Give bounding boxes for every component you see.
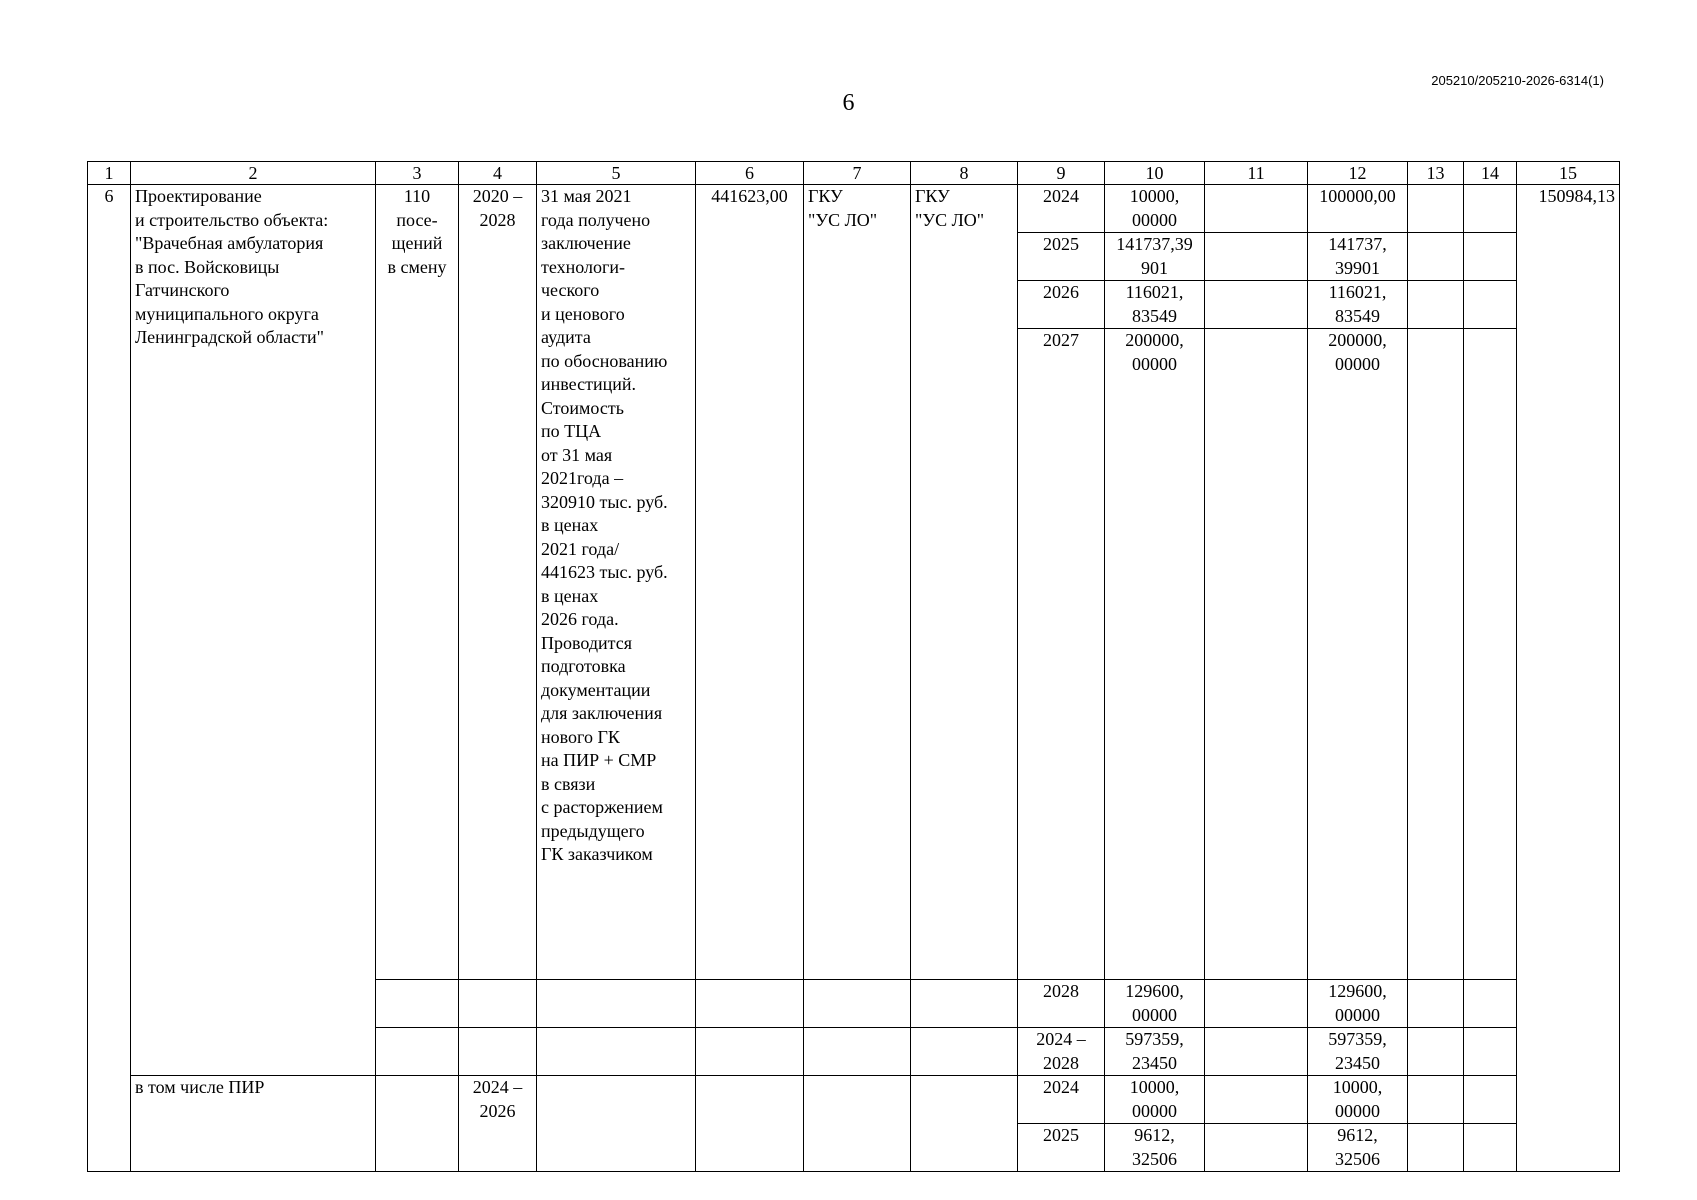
empty-cell xyxy=(1464,329,1517,980)
amount-cell: 116021, 83549 xyxy=(1308,281,1408,329)
column-number: 10 xyxy=(1105,162,1205,185)
year-cell: 2025 xyxy=(1018,233,1105,281)
pir-label: в том числе ПИР xyxy=(131,1076,376,1172)
year-cell: 2027 xyxy=(1018,329,1105,980)
empty-cell xyxy=(1205,980,1308,1028)
amount-cell: 141737,39 901 xyxy=(1105,233,1205,281)
empty-cell xyxy=(1464,1124,1517,1172)
amount-cell: 200000, 00000 xyxy=(1308,329,1408,980)
amount-cell: 129600, 00000 xyxy=(1308,980,1408,1028)
period: 2020 – 2028 xyxy=(459,185,537,980)
year-cell: 2028 xyxy=(1018,980,1105,1028)
year-cell: 2024 xyxy=(1018,185,1105,233)
amount-cell: 10000, 00000 xyxy=(1105,1076,1205,1124)
amount-cell: 9612, 32506 xyxy=(1105,1124,1205,1172)
column-number: 6 xyxy=(696,162,804,185)
empty-cell xyxy=(911,1028,1018,1076)
amount-cell: 10000, 00000 xyxy=(1308,1076,1408,1124)
empty-cell xyxy=(696,1028,804,1076)
empty-cell xyxy=(1408,185,1464,233)
page-number: 6 xyxy=(842,90,855,116)
empty-cell xyxy=(911,1076,1018,1172)
empty-cell xyxy=(1408,1028,1464,1076)
empty-cell xyxy=(1205,233,1308,281)
table-row xyxy=(88,1076,1620,1124)
empty-cell xyxy=(1205,185,1308,233)
column-number: 2 xyxy=(131,162,376,185)
empty-cell xyxy=(1464,233,1517,281)
customer: ГКУ "УС ЛО" xyxy=(804,185,911,980)
capacity: 110 посе- щений в смену xyxy=(376,185,459,980)
empty-cell xyxy=(1205,329,1308,980)
empty-cell xyxy=(537,980,696,1028)
amount-cell: 129600, 00000 xyxy=(1105,980,1205,1028)
amount-cell: 597359, 23450 xyxy=(1105,1028,1205,1076)
amount-cell: 100000,00 xyxy=(1308,185,1408,233)
column-number: 13 xyxy=(1408,162,1464,185)
column-number: 14 xyxy=(1464,162,1517,185)
column-number: 4 xyxy=(459,162,537,185)
column-number: 5 xyxy=(537,162,696,185)
total-cell: 150984,13 xyxy=(1517,185,1620,1172)
empty-cell xyxy=(1408,980,1464,1028)
empty-cell xyxy=(911,980,1018,1028)
empty-cell xyxy=(1408,1124,1464,1172)
pir-period: 2024 – 2026 xyxy=(459,1076,537,1172)
column-number: 3 xyxy=(376,162,459,185)
empty-cell xyxy=(537,1028,696,1076)
estimated-cost: 441623,00 xyxy=(696,185,804,980)
empty-cell xyxy=(1464,1028,1517,1076)
amount-cell: 141737, 39901 xyxy=(1308,233,1408,281)
empty-cell xyxy=(696,980,804,1028)
column-number: 7 xyxy=(804,162,911,185)
note: 31 мая 2021 года получено заключение технологи- ческого и ценового аудита по обоснованию инвестиций. Стоимость по ТЦА от 31 мая 2021года – 320910 тыс. руб. в ценах 2021 года/ 441623 тыс. руб. в ценах 2026 года. Проводится подготовка документации для заключения нового ГК на ПИР + СМР в связи с расторжением предыдущего ГК заказчиком xyxy=(537,185,696,980)
investment-table xyxy=(87,161,1620,1172)
empty-cell xyxy=(376,1076,459,1172)
developer: ГКУ "УС ЛО" xyxy=(911,185,1018,980)
amount-cell: 597359, 23450 xyxy=(1308,1028,1408,1076)
empty-cell xyxy=(1408,329,1464,980)
empty-cell xyxy=(1205,1124,1308,1172)
empty-cell xyxy=(1408,1076,1464,1124)
year-cell: 2025 xyxy=(1018,1124,1105,1172)
empty-cell xyxy=(376,1028,459,1076)
year-cell: 2026 xyxy=(1018,281,1105,329)
empty-cell xyxy=(376,980,459,1028)
column-number: 15 xyxy=(1517,162,1620,185)
column-number: 12 xyxy=(1308,162,1408,185)
year-cell: 2024 xyxy=(1018,1076,1105,1124)
column-numbers-row xyxy=(88,162,1620,185)
empty-cell xyxy=(1408,233,1464,281)
object-name: Проектирование и строительство объекта: "Врачебная амбулатория в пос. Войсковицы Гатчинского муниципального округа Ленинградской области" xyxy=(131,185,376,1076)
column-number: 9 xyxy=(1018,162,1105,185)
document-id: 205210/205210-2026-6314(1) xyxy=(1431,73,1604,88)
amount-cell: 10000, 00000 xyxy=(1105,185,1205,233)
empty-cell xyxy=(1205,281,1308,329)
empty-cell xyxy=(804,1028,911,1076)
empty-cell xyxy=(459,980,537,1028)
empty-cell xyxy=(804,980,911,1028)
empty-cell xyxy=(1464,1076,1517,1124)
column-number: 8 xyxy=(911,162,1018,185)
column-number: 11 xyxy=(1205,162,1308,185)
empty-cell xyxy=(1408,281,1464,329)
empty-cell xyxy=(1205,1028,1308,1076)
empty-cell xyxy=(1464,980,1517,1028)
amount-cell: 9612, 32506 xyxy=(1308,1124,1408,1172)
empty-cell xyxy=(1205,1076,1308,1124)
amount-cell: 200000, 00000 xyxy=(1105,329,1205,980)
empty-cell xyxy=(804,1076,911,1172)
amount-cell: 116021, 83549 xyxy=(1105,281,1205,329)
table-row xyxy=(88,185,1620,233)
empty-cell xyxy=(1464,281,1517,329)
empty-cell xyxy=(696,1076,804,1172)
empty-cell xyxy=(1464,185,1517,233)
year-cell: 2024 – 2028 xyxy=(1018,1028,1105,1076)
empty-cell xyxy=(537,1076,696,1172)
empty-cell xyxy=(459,1028,537,1076)
row-number: 6 xyxy=(88,185,131,1172)
column-number: 1 xyxy=(88,162,131,185)
